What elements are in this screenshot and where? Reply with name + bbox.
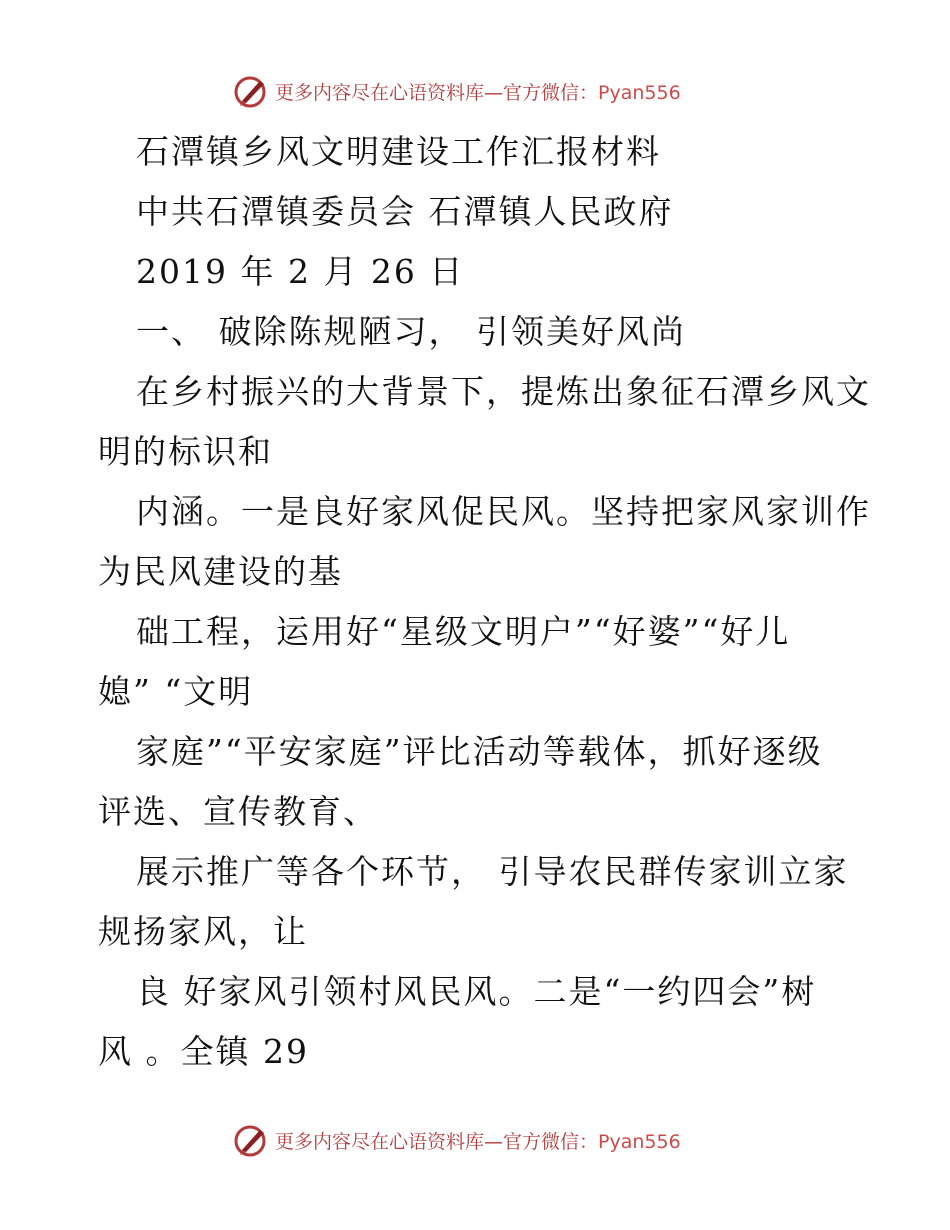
text-line: 媳” “文明 — [98, 672, 254, 711]
text-line: 一、 破除陈规陋习， 引领美好风尚 — [136, 312, 686, 351]
text-line: 展示推广等各个环节， 引导农民群传家训立家 — [136, 852, 849, 891]
text-line: 础工程，运用好“星级文明户”“好婆”“好儿 — [136, 612, 791, 651]
text-line: 中共石潭镇委员会 石潭镇人民政府 — [136, 192, 674, 231]
watermark-text: 更多内容尽在心语资料库—官方微信：Pyan556 — [275, 1130, 681, 1153]
text-line: 明的标识和 — [98, 432, 273, 471]
text-line: 风 。全镇 29 — [98, 1032, 309, 1071]
text-line: 2019 年 2 月 26 日 — [136, 252, 465, 291]
text-line: 在乡村振兴的大背景下，提炼出象征石潭乡风文 — [136, 372, 871, 411]
watermark-text: 更多内容尽在心语资料库—官方微信：Pyan556 — [275, 81, 681, 104]
watermark-header — [233, 71, 733, 111]
text-line: 石潭镇乡风文明建设工作汇报材料 — [136, 132, 661, 171]
text-line: 内涵。一是良好家风促民风。坚持把家风家训作 — [136, 492, 871, 531]
text-line: 良 好家风引领村风民风。二是“一约四会”树 — [136, 972, 817, 1011]
pen-logo-icon — [233, 1122, 269, 1158]
watermark-footer — [233, 1120, 733, 1160]
text-line: 评选、宣传教育、 — [98, 792, 378, 831]
text-line: 为民风建设的基 — [98, 552, 343, 591]
pen-logo-icon — [233, 73, 269, 109]
document-body — [98, 122, 871, 1082]
text-line: 规扬家风，让 — [98, 912, 308, 951]
text-line: 家庭”“平安家庭”评比活动等载体，抓好逐级 — [136, 732, 823, 771]
